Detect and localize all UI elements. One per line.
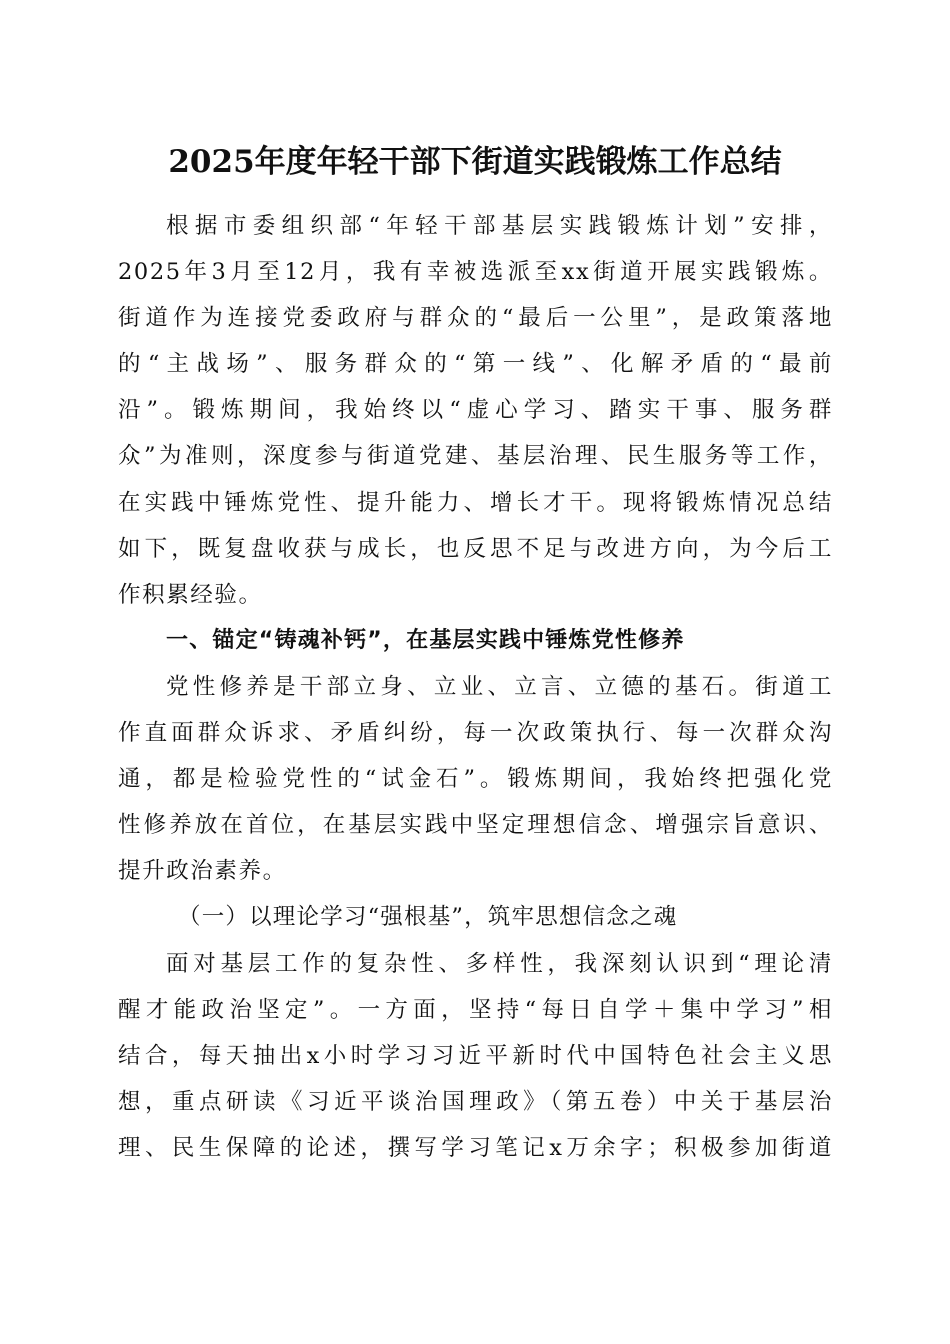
paragraph-line: 面对基层工作的复杂性、多样性，我深刻认识到“理论清: [166, 950, 833, 977]
paragraph-line: 如下，既复盘收获与成长，也反思不足与改进方向，为今后工: [118, 535, 833, 562]
paragraph-line: 作直面群众诉求、矛盾纠纷，每一次政策执行、每一次群众沟: [118, 720, 833, 747]
paragraph-line: 根据市委组织部“年轻干部基层实践锻炼计划”安排，: [166, 213, 833, 239]
paragraph-line: 想，重点研读《习近平谈治国理政》（第五卷）中关于基层治: [118, 1088, 833, 1115]
paragraph-line: 众”为准则，深度参与街道党建、基层治理、民生服务等工作，: [118, 443, 833, 470]
document-title: 2025年度年轻干部下街道实践锻炼工作总结: [168, 144, 782, 180]
paragraph-line: 2025年3月至12月，我有幸被选派至xx街道开展实践锻炼。: [118, 259, 833, 286]
paragraph-line: 性修养放在首位，在基层实践中坚定理想信念、增强宗旨意识、: [118, 812, 833, 839]
section-heading: 一、锚定“铸魂补钙”，在基层实践中锤炼党性修养: [166, 627, 685, 653]
paragraph-line: 作积累经验。: [118, 581, 263, 608]
document-body: [118, 203, 833, 1171]
paragraph-line: 提升政治素养。: [118, 858, 287, 885]
paragraph-line: 党性修养是干部立身、立业、立言、立德的基石。街道工: [166, 673, 833, 700]
paragraph-line: 结合，每天抽出x小时学习习近平新时代中国特色社会主义思: [118, 1042, 833, 1069]
paragraph-line: 在实践中锤炼党性、提升能力、增长才干。现将锻炼情况总结: [118, 489, 833, 516]
paragraph-line: 沿”。锻炼期间，我始终以“虚心学习、踏实干事、服务群: [118, 397, 833, 424]
paragraph-line: 通，都是检验党性的“试金石”。锻炼期间，我始终把强化党: [118, 766, 833, 793]
subsection-heading: （一）以理论学习“强根基”，筑牢思想信念之魂: [178, 904, 678, 931]
paragraph-line: 理、民生保障的论述，撰写学习笔记x万余字；积极参加街道: [118, 1134, 833, 1161]
paragraph-line: 的“主战场”、服务群众的“第一线”、化解矛盾的“最前: [118, 351, 833, 378]
paragraph-line: 街道作为连接党委政府与群众的“最后一公里”，是政策落地: [118, 305, 833, 332]
paragraph-line: 醒才能政治坚定”。一方面，坚持“每日自学＋集中学习”相: [118, 996, 833, 1023]
